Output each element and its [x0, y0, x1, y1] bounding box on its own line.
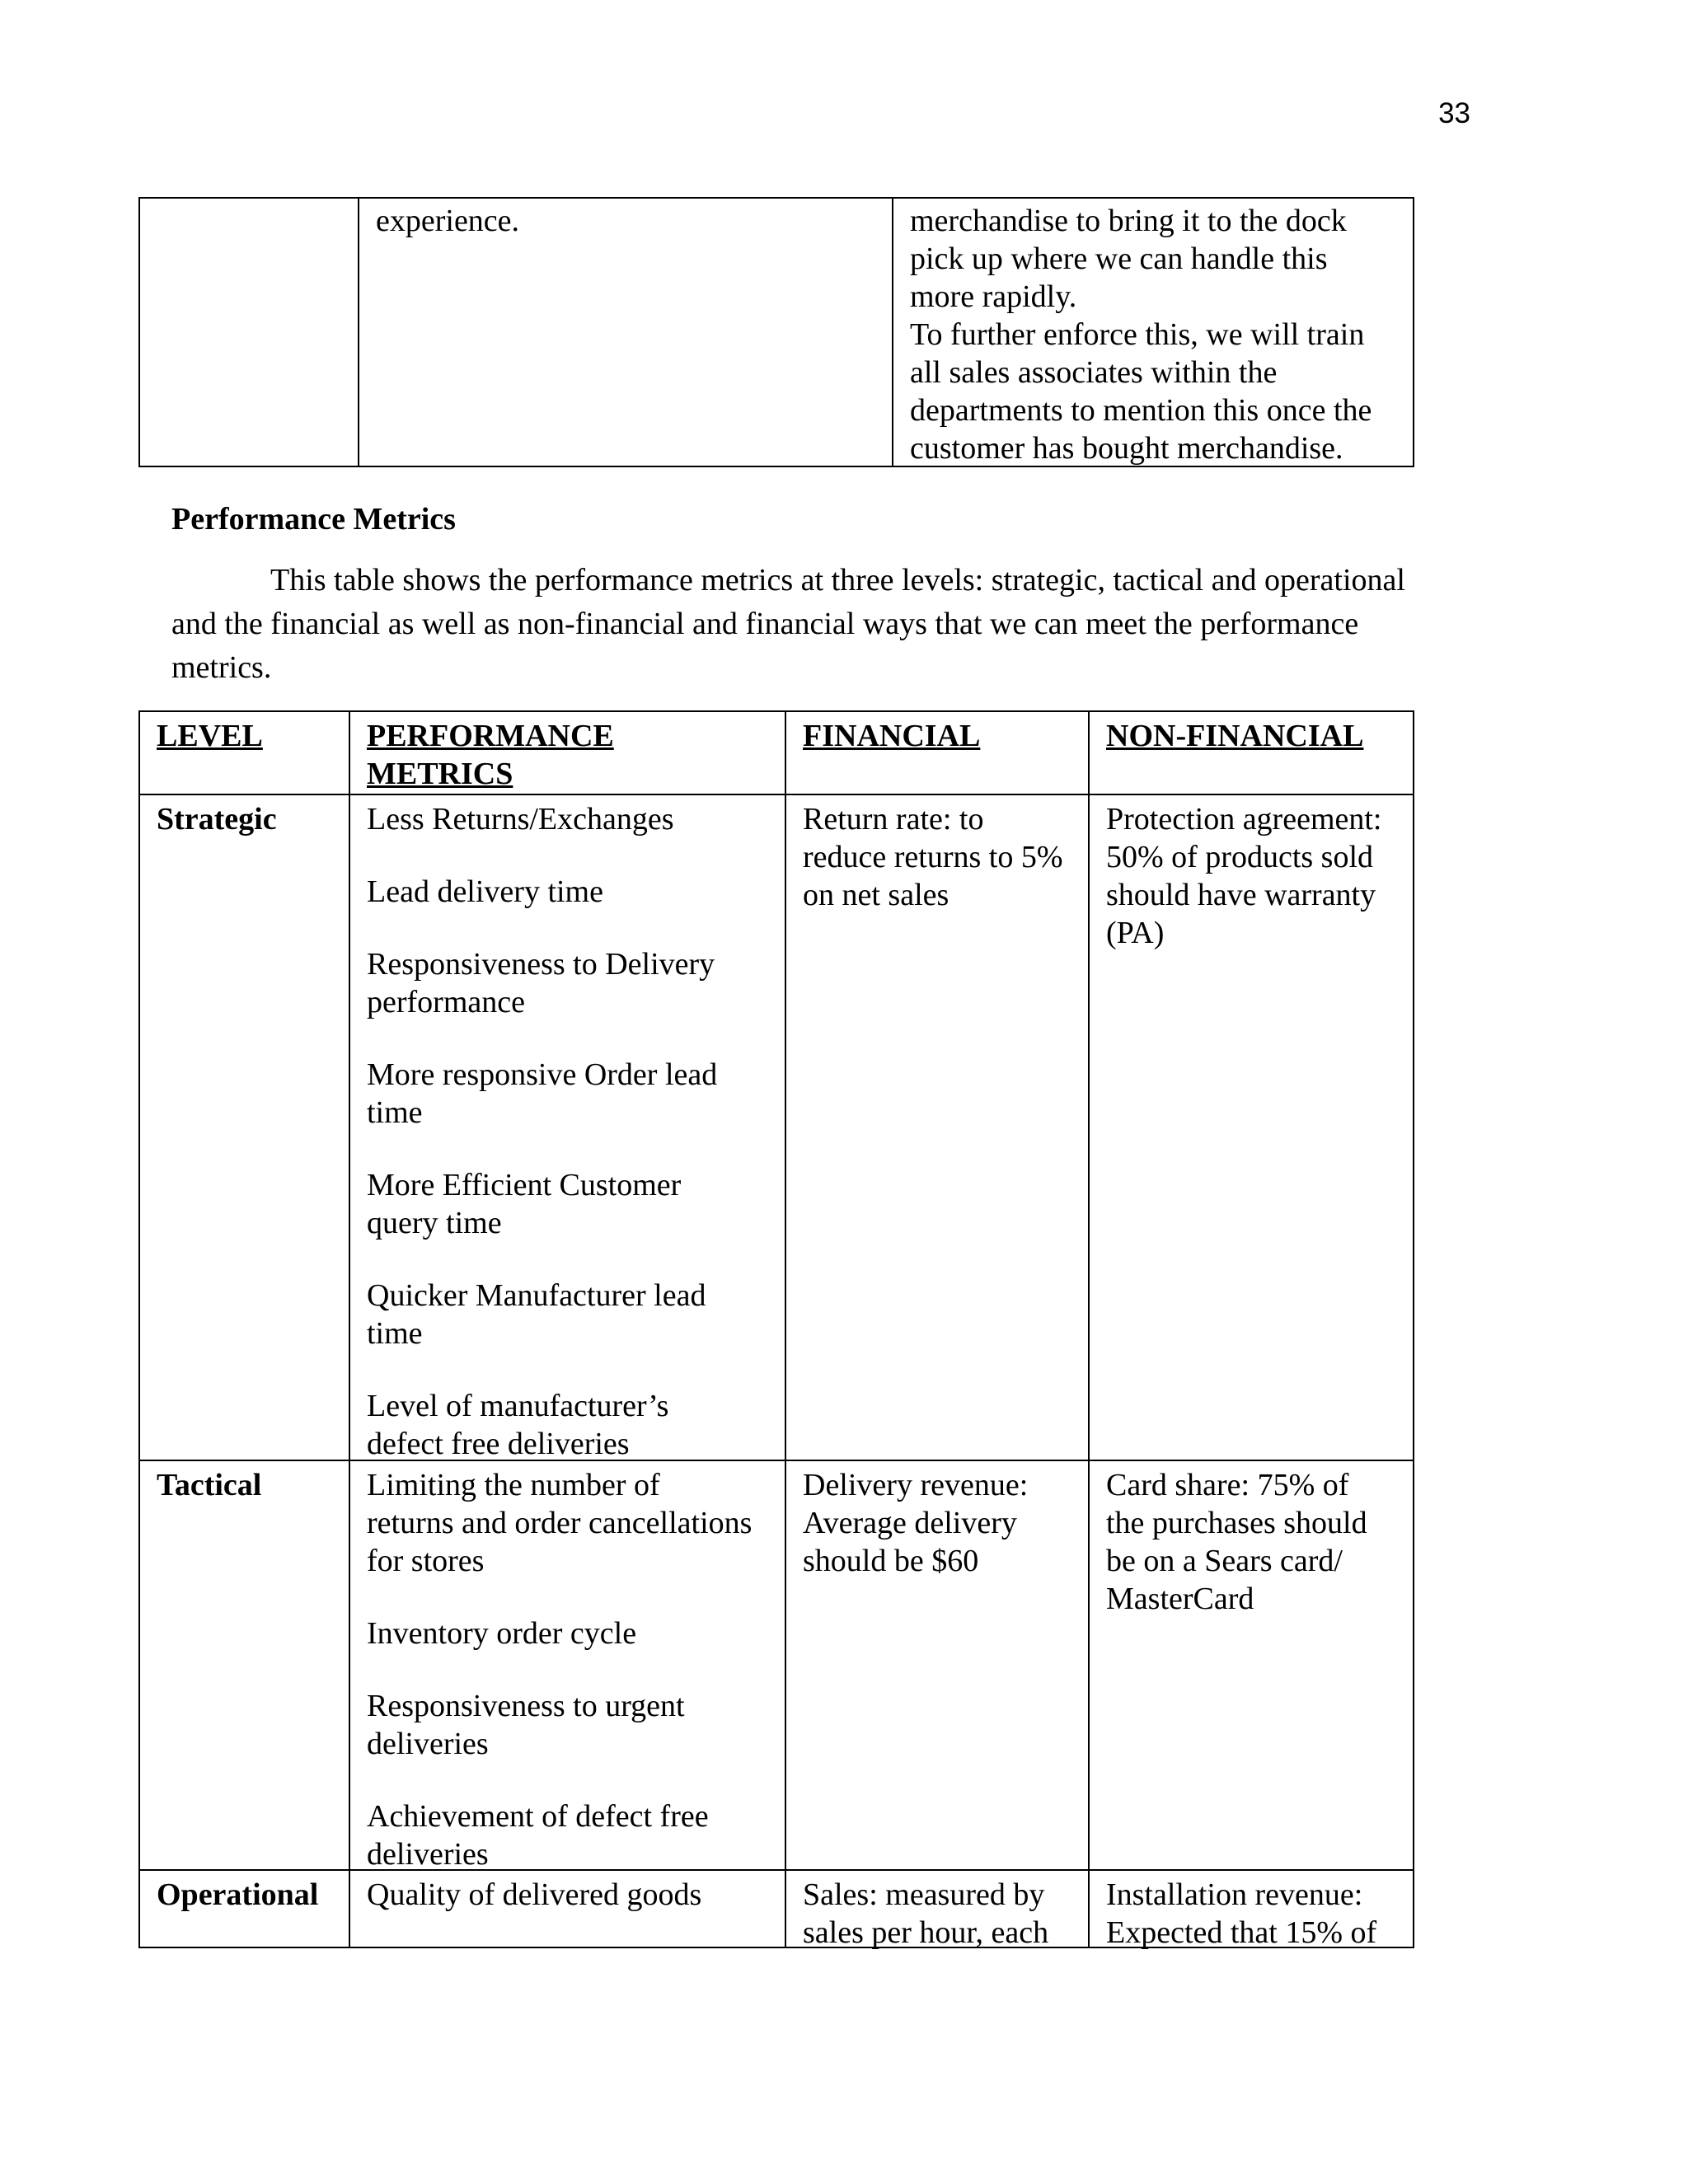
metric-item: Level of manufacturer’s defect free deliveries: [367, 1389, 669, 1461]
non-financial-text: Installation revenue: Expected that 15% of: [1106, 1877, 1377, 1950]
metrics-cell: [349, 795, 785, 1460]
non-financial-cell: [1088, 795, 1413, 1460]
non-financial-cell: [1088, 1461, 1413, 1869]
level-label: Tactical: [157, 1468, 262, 1502]
metric-item: Inventory order cycle: [367, 1616, 637, 1651]
metric-item: Quicker Manufacturer lead time: [367, 1278, 706, 1351]
level-cell: [140, 795, 349, 1460]
financial-cell: [785, 795, 1088, 1460]
financial-cell: [785, 1461, 1088, 1869]
table-row-strategic: [140, 794, 1413, 1460]
financial-text: Delivery revenue: Average delivery should be $60: [803, 1468, 1029, 1578]
metric-item: Lead delivery time: [367, 874, 603, 909]
header-cell-metrics: [349, 712, 785, 794]
table-row-operational: [140, 1869, 1413, 1950]
metric-item: Achievement of defect free deliveries: [367, 1799, 709, 1872]
page-number: 33: [1438, 97, 1470, 129]
section-intro: This table shows the performance metrics at three levels: strategic, tactical and operational and the financial as well as non-financial and financial ways that we can meet the performance metrics.: [171, 563, 1405, 685]
non-financial-text: Protection agreement: 50% of products sold should have warranty (PA): [1106, 802, 1382, 950]
level-cell: [140, 1461, 349, 1869]
table-header-row: [140, 712, 1413, 794]
financial-cell: [785, 1871, 1088, 1950]
level-label: Strategic: [157, 802, 277, 837]
metric-item: Responsiveness to Delivery performance: [367, 947, 715, 1019]
header-level: LEVEL: [157, 719, 263, 753]
level-cell: [140, 1871, 349, 1947]
metric-item: Limiting the number of returns and order cancellations for stores: [367, 1468, 753, 1578]
metric-item: Responsiveness to urgent deliveries: [367, 1689, 685, 1761]
header-cell-level: [140, 712, 349, 794]
non-financial-text: Card share: 75% of the purchases should be on a Sears card/ MasterCard: [1106, 1468, 1367, 1616]
header-cell-non-financial: [1088, 712, 1413, 794]
financial-text: Return rate: to reduce returns to 5% on net sales: [803, 802, 1063, 912]
continuation-cell-1: [140, 199, 358, 466]
financial-text: Sales: measured by sales per hour, each: [803, 1877, 1049, 1950]
metrics-cell: [349, 1871, 785, 1947]
continuation-table: [138, 197, 1414, 467]
continuation-cell-2-text: experience.: [376, 204, 520, 238]
level-label: Operational: [157, 1877, 319, 1912]
performance-metrics-table: [138, 710, 1414, 1948]
metric-item: More responsive Order lead time: [367, 1057, 718, 1130]
table-row-tactical: [140, 1460, 1413, 1872]
non-financial-cell: [1088, 1871, 1413, 1950]
metric-item: Less Returns/Exchanges: [367, 802, 674, 837]
continuation-cell-2: [358, 199, 892, 466]
continuation-cell-3: [892, 199, 1413, 466]
metric-item: Quality of delivered goods: [367, 1877, 702, 1912]
header-financial: FINANCIAL: [803, 719, 981, 753]
section-heading: Performance Metrics: [171, 502, 456, 537]
continuation-cell-3-text: merchandise to bring it to the dock pick up where we can handle this more rapidly. To further enforce this, we will train all sales associates within the departments to mention this once the customer has bought merchandise.: [910, 204, 1372, 466]
header-cell-financial: [785, 712, 1088, 794]
header-non-financial: NON-FINANCIAL: [1106, 719, 1364, 753]
header-performance-metrics: PERFORMANCE METRICS: [367, 719, 614, 791]
metric-item: More Efficient Customer query time: [367, 1168, 682, 1240]
metrics-cell: [349, 1461, 785, 1872]
